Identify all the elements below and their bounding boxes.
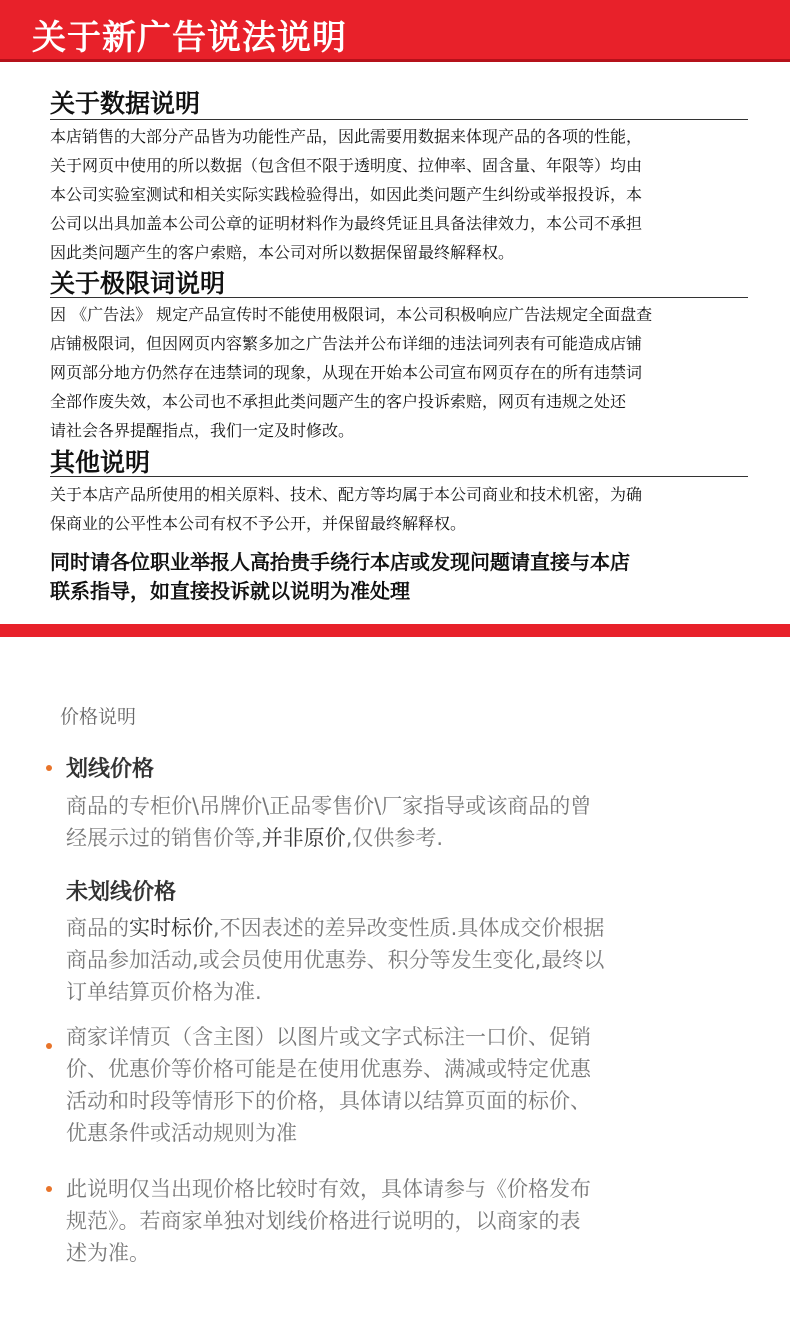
bullet-dot-icon [46,765,52,771]
text-line: 规范》。若商家单独对划线价格进行说明的，以商家的表 [66,1209,581,1233]
section-divider [50,119,748,120]
text-line: 价、优惠价等价格可能是在使用优惠券、满减或特定优惠 [66,1057,591,1081]
text-run: 经展示过的销售价等, [66,826,262,850]
detail-page-price-note [66,1021,766,1149]
text-line: 活动和时段等情形下的价格，具体请以结算页面的标价、 [66,1089,591,1113]
text-run: ,仅供参考. [345,826,444,850]
section-body-other [50,480,765,538]
text-line: 公司以出具加盖本公司公章的证明材料作为最终凭证且具备法律效力，本公司不承担 [50,214,643,233]
validity-note [66,1173,766,1269]
section-body-limit-words [50,300,765,445]
text-line: 网页部分地方仍然存在违禁词的现象，从现在开始本公司宣布网页存在的所有违禁词 [50,363,643,382]
strike-price-title: 划线价格 [66,757,155,782]
header-bar [0,0,790,62]
text-line: 订单结算页价格为准. [66,980,262,1004]
text-line: 联系指导，如直接投诉就以说明为准处理 [50,579,410,603]
section-divider [50,476,748,477]
text-line: 同时请各位职业举报人高抬贵手绕行本店或发现问题请直接与本店 [50,550,630,574]
text-run: ,不因表述的差异改变性质.具体成交价根据 [213,916,605,940]
text-line: 保商业的公平性本公司有权不予公开，并保留最终解释权。 [50,514,467,533]
bullet-dot-icon [46,1043,52,1049]
price-section-title: 价格说明 [60,706,137,728]
text-line: 因此类问题产生的客户索赔，本公司对所以数据保留最终解释权。 [50,243,515,262]
nonstrike-price-title: 未划线价格 [66,880,177,905]
text-line: 本店销售的大部分产品皆为功能性产品，因此需要用数据来体现产品的各项的性能， [50,127,643,146]
text-line: 商品参加活动,或会员使用优惠券、积分等发生变化,最终以 [66,948,605,972]
section-title-data: 关于数据说明 [50,89,201,118]
page-title: 关于新广告说法说明 [32,18,347,58]
text-line: 关于网页中使用的所以数据（包含但不限于透明度、拉伸率、固含量、年限等）均由 [50,156,643,175]
section-title-other: 其他说明 [50,448,151,477]
nonstrike-price-body [66,912,766,1008]
text-line: 请社会各界提醒指点，我们一定及时修改。 [50,421,355,440]
highlight-text: 并非原价 [261,826,346,850]
text-line: 全部作废失效，本公司也不承担此类问题产生的客户投诉索赔，网页有违规之处还 [50,392,627,411]
text-run: 商品的 [66,916,129,940]
text-line: 关于本店产品所使用的相关原料、技术、配方等均属于本公司商业和技术机密，为确 [50,485,643,504]
text-line: 店铺极限词，但因网页内容繁多加之广告法并公布详细的违法词列表有可能造成店铺 [50,334,643,353]
text-line: 本公司实验室测试和相关实际实践检验得出，如因此类问题产生纠纷或举报投诉，本 [50,185,643,204]
text-line: 述为准。 [66,1241,150,1265]
section-divider [50,297,748,298]
section-title-limit-words: 关于极限词说明 [50,269,226,298]
reporter-notice [50,548,630,606]
text-line: 商品的专柜价\吊牌价\正品零售价\厂家指导或该商品的曾 [66,794,592,818]
strike-price-body [66,790,766,854]
text-line: 因 《广告法》 规定产品宣传时不能使用极限词，本公司积极响应广告法规定全面盘查 [50,305,653,324]
highlight-text: 实时标价 [129,916,213,940]
bullet-dot-icon [46,1186,52,1192]
text-line [66,912,766,944]
text-line [66,822,766,854]
text-line: 商家详情页（含主图）以图片或文字式标注一口价、促销 [66,1025,591,1049]
text-line: 此说明仅当出现价格比较时有效，具体请参与《价格发布 [66,1177,591,1201]
divider-band [0,624,790,637]
section-body-data [50,122,765,267]
text-line: 优惠条件或活动规则为准 [66,1121,297,1145]
